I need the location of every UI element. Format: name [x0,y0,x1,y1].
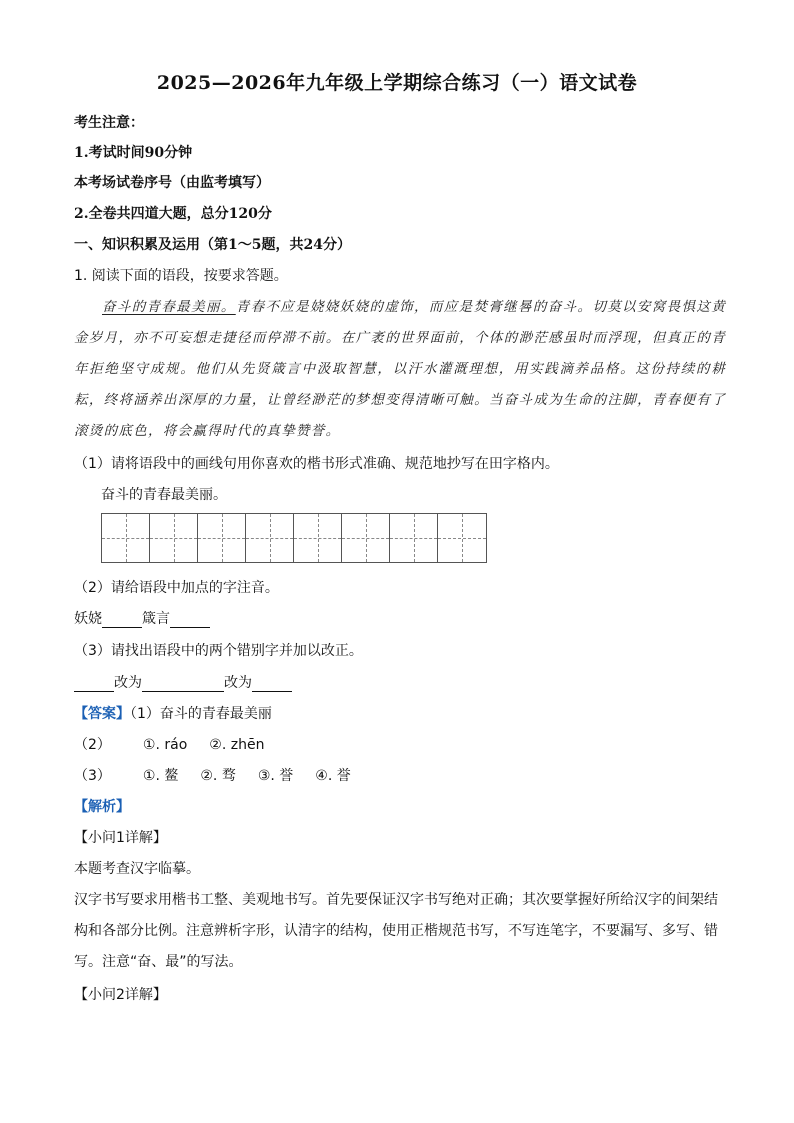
q1-detail-line-1: 本题考查汉字临摹。 [74,861,200,877]
answer-2-opt2: ②. zhēn [209,737,265,753]
answer-line-1 [74,703,272,723]
tianzige-cell[interactable] [102,514,150,562]
answer-2-num: （2） [74,737,111,753]
passage-text: 青春不应是娆娆妖娆的虚饰，而应是焚膏继晷的奋斗。切莫以安窝畏惧这黄金岁月，亦不可妄想走捷径而停滞不前。在广袤的世界面前，个体的渺茫感虽时而浮现，但真正的青年拒绝坚守成规。他们从先贤箴言中汲取智慧，以汗水灌溉理想，用实践滴养品格。这份持续的耕耘，终将涵养出深厚的力量，让曾经渺茫的梦想变得清晰可触。当奋斗成为生命的注脚，青春便有了滚烫的底色，将会赢得时代的真挚赞誉。 [74,299,726,439]
word-yaorao: 妖娆 [74,611,102,627]
tianzige-cell[interactable] [438,514,486,562]
tianzige-cell[interactable] [198,514,246,562]
q1-detail-line-3: 构和各部分比例。注意辨析字形，认清字的结构，使用正楷规范书写，不写连笔字，不要漏写、多写、错 [74,923,718,939]
sub2-prompt: （2）请给语段中加点的字注音。 [74,580,279,596]
notice-item-time: 1.考试时间90分钟 [74,145,193,161]
q1-detail-line-4: 写。注意“奋、最”的写法。 [74,954,243,970]
q1-detail-heading: 【小问1详解】 [74,830,167,846]
tianzige-cell[interactable] [390,514,438,562]
notice-heading: 考生注意： [74,115,144,131]
change-to-1: 改为 [114,675,142,691]
typo-blank-2[interactable] [142,677,224,692]
underlined-sentence: 奋斗的青春最美丽。 [102,299,236,315]
typo-blank-1[interactable] [74,677,114,692]
reading-passage [74,292,726,447]
analysis-label: 【解析】 [74,799,130,815]
word-zhenyan: 箴言 [142,611,170,627]
pinyin-blank-2[interactable] [170,613,210,628]
tianzige-grid[interactable] [101,513,487,563]
q1-detail-line-2: 汉字书写要求用楷书工整、美观地书写。首先要保证汉字书写绝对正确；其次要掌握好所给汉字的间架结 [74,892,718,908]
section1-heading: 一、知识积累及运用（第1～5题，共24分） [74,237,351,253]
sub1-sentence: 奋斗的青春最美丽。 [101,487,227,503]
answer-3-num: （3） [74,768,111,784]
tianzige-cell[interactable] [150,514,198,562]
answer-3-opt2: ②. 骛 [200,768,236,784]
notice-item-score: 2.全卷共四道大题，总分120分 [74,206,272,222]
answer-line-2 [74,734,264,754]
answer-3-opt3: ③. 誉 [257,768,294,784]
answer-3-opt4: ④. 誉 [315,768,351,784]
answer-3-opt1: ①. 鳌 [142,768,179,784]
pinyin-blank-1[interactable] [102,613,142,628]
exam-title: 2025—2026年九年级上学期综合练习（一）语文试卷 [156,72,638,94]
answer-1: （1）奋斗的青春最美丽 [130,706,272,722]
sub3-prompt: （3）请找出语段中的两个错别字并加以改正。 [74,643,363,659]
answer-2-opt1: ①. ráo [142,737,188,753]
tianzige-cell[interactable] [342,514,390,562]
sub3-blanks [74,672,292,692]
q2-detail-heading: 【小问2详解】 [74,987,167,1003]
typo-blank-3[interactable] [252,677,292,692]
sub1-prompt: （1）请将语段中的画线句用你喜欢的楷书形式准确、规范地抄写在田字格内。 [74,456,559,472]
q1-prompt: 1. 阅读下面的语段，按要求答题。 [74,268,288,284]
sub2-blanks [74,608,210,628]
change-to-2: 改为 [224,675,252,691]
tianzige-cell[interactable] [246,514,294,562]
notice-item-seat: 本考场试卷序号（由监考填写） [74,175,270,191]
answer-line-3 [74,765,351,785]
answer-label: 【答案】 [74,706,130,722]
tianzige-cell[interactable] [294,514,342,562]
